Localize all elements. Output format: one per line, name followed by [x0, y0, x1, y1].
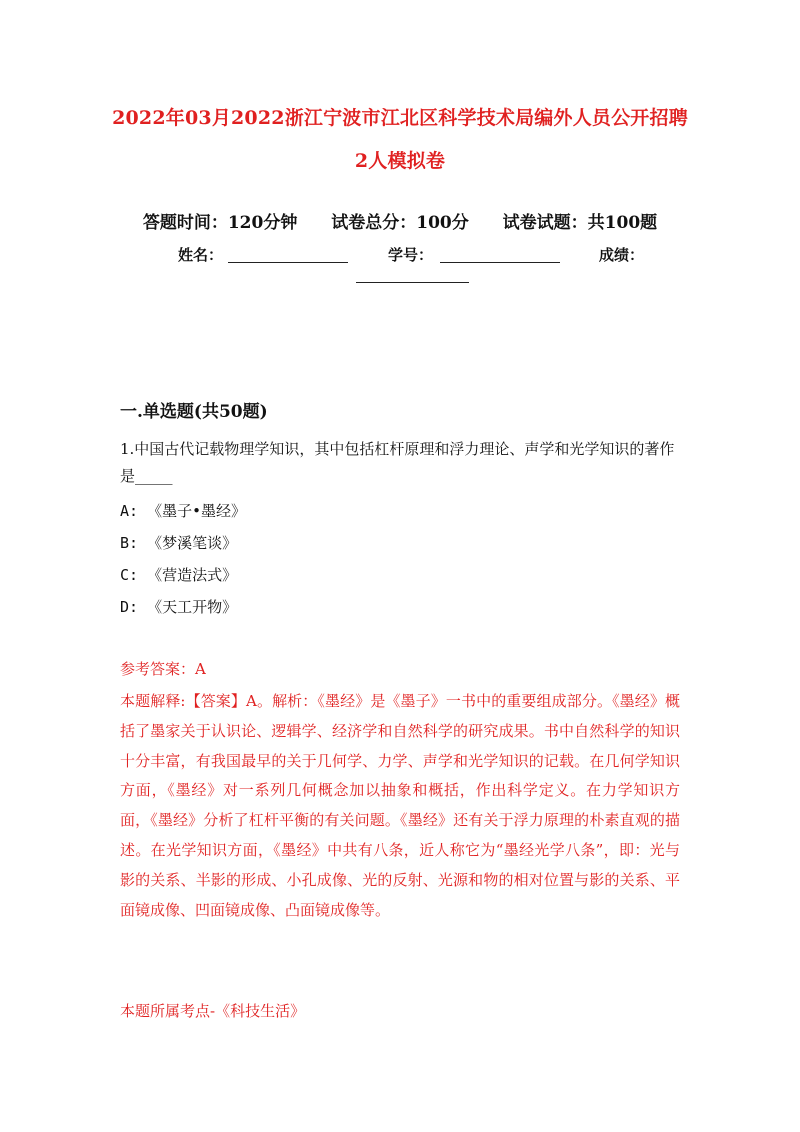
total-score-label: 试卷总分：100分 — [331, 213, 469, 233]
option-d — [120, 596, 237, 618]
answer-explanation: 本题解释:【答案】A。解析：《墨经》是《墨子》一书中的重要组成部分。《墨经》概括了墨家关于认识论、逻辑学、经济学和自然科学的研究成果。书中自然科学的知识十分丰富，有我国最早的关于几何学、力学、声学和光学知识的记载。在几何学知识方面，《墨经》对一系列几何概念加以抽象和概括，作出科学定义。在力学知识方面，《墨经》分析了杠杆平衡的有关问题。《墨经》还有关于浮力原理的朴素直观的描述。在光学知识方面，《墨经》中共有八条，近人称它为“墨经光学八条”，即：光与影的关系、半影的形成、小孔成像、光的反射、光源和物的相对位置与影的关系、平面镜成像、凹面镜成像、凸面镜成像等。 — [120, 692, 680, 919]
topic-label: 本题所属考点-《科技生活》 — [120, 1002, 306, 1020]
option-letter: B: — [120, 534, 139, 552]
option-text: 《天工开物》 — [147, 598, 238, 616]
score-blank — [356, 264, 469, 283]
question-text: 1.中国古代记载物理学知识，其中包括杠杆原理和浮力理论、声学和光学知识的著作是_____ — [120, 440, 675, 485]
option-text: 《营造法式》 — [147, 566, 238, 584]
duration-label: 答题时间：120分钟 — [142, 213, 298, 233]
name-label: 姓名： — [178, 246, 224, 264]
option-c — [120, 564, 237, 586]
section-heading: 一.单选题(共50题) — [120, 402, 268, 422]
student-id-blank — [440, 244, 560, 263]
option-text: 《墨子•墨经》 — [147, 502, 246, 520]
option-letter: D: — [120, 598, 139, 616]
exam-title-line1: 2022年03月2022浙江宁波市江北区科学技术局编外人员公开招聘 — [112, 107, 688, 129]
question-count-label: 试卷试题：共100题 — [502, 213, 658, 233]
option-b — [120, 532, 237, 554]
option-a — [120, 500, 246, 522]
student-id-label: 学号： — [388, 246, 434, 264]
name-blank — [228, 244, 348, 263]
exam-meta — [0, 210, 800, 236]
score-label: 成绩： — [599, 246, 645, 264]
reference-answer: 参考答案：A — [120, 660, 206, 678]
exam-title-line2: 2人模拟卷 — [354, 150, 446, 172]
option-letter: A: — [120, 502, 139, 520]
option-letter: C: — [120, 566, 139, 584]
option-text: 《梦溪笔谈》 — [147, 534, 238, 552]
